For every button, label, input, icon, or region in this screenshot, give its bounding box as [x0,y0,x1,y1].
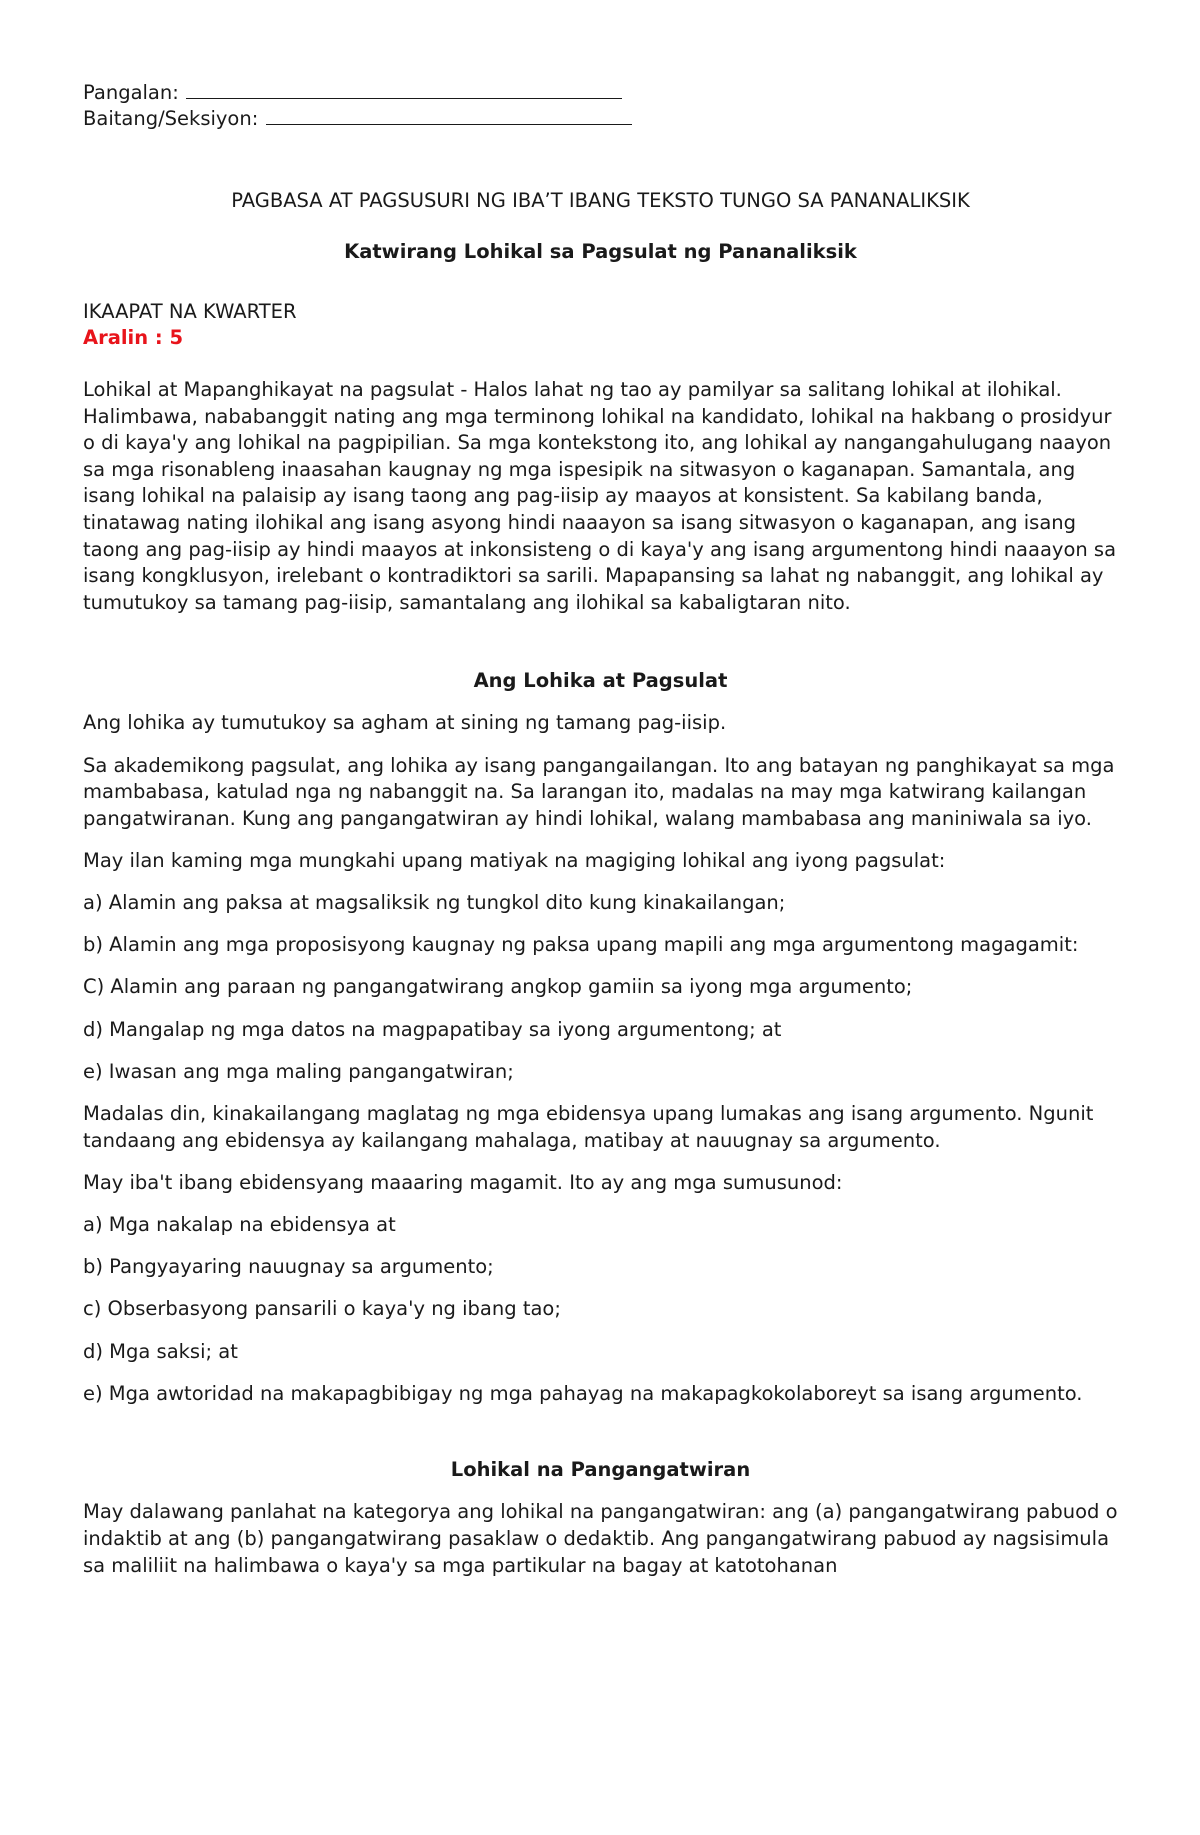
grade-section-blank-line[interactable] [266,107,632,125]
paragraph: Madalas din, kinakailangang maglatag ng mga ebidensya upang lumakas ang isang argumento. Ngunit tandaang ang ebidensya ay kailangang mahalaga, matibay at nauugnay sa argumento. [83,1102,1094,1152]
section-lohikal-na-pangangatwiran [83,1499,1118,1579]
list-item: b) Alamin ang mga proposisyong kaugnay ng paksa upang mapili ang mga argumentong magagamit: [83,933,1079,957]
document-page [83,80,1118,1595]
list-item: a) Alamin ang paksa at magsaliksik ng tungkol dito kung kinakailangan; [83,891,786,915]
name-label: Pangalan: [83,81,179,104]
list-item: d) Mangalap ng mga datos na magpapatibay sa iyong argumentong; at [83,1017,782,1041]
paragraph: Sa akademikong pagsulat, ang lohika ay isang pangangailangan. Ito ang batayan ng panghikayat sa mga mambabasa, katulad nga ng nabanggit na. Sa larangan ito, madalas na may mga katwirang kailangan pangatwiranan. Kung ang pangangatwiran ay hindi lohikal, walang mambabasa ang maniniwala sa iyo. [83,753,1115,830]
list-item: c) Obserbasyong pansarili o kaya'y ng ibang tao; [83,1297,561,1321]
document-title: PAGBASA AT PAGSUSURI NG IBA’T IBANG TEKSTO TUNGO SA PANANALIKSIK [231,189,970,212]
list-item: e) Iwasan ang mga maling pangangatwiran; [83,1059,514,1083]
quarter-label: IKAAPAT NA KWARTER [83,300,297,323]
paragraph: May ilan kaming mga mungkahi upang matiyak na magiging lohikal ang iyong pagsulat: [83,848,946,872]
name-field-row [83,80,1118,106]
section-lohika-at-pagsulat [83,710,1118,1407]
list-item: C) Alamin ang paraan ng pangangatwirang angkop gamiin sa iyong mga argumento; [83,975,913,999]
intro-paragraph: Lohikal at Mapanghikayat na pagsulat - Halos lahat ng tao ay pamilyar sa salitang lohikal at ilohikal. Halimbawa, nababanggit nating ang mga terminong lohikal na kandidato, lohikal na hakbang o prosidyur o di kaya'y ang lohikal na pagpipilian. Sa mga kontekstong ito, ang lohikal ay nangangahulugang naayon sa mga risonableng inaasahan kaugnay ng mga ispesipik na sitwasyon o kaganapan. Samantala, ang isang lohikal na palaisip ay isang taong ang pag-iisip ay maayos at konsistent. Sa kabilang banda, tinatawag nating ilohikal ang isang asyong hindi naaayon sa isang sitwasyon o kaganapan, ang isang taong ang pag-iisip ay hindi maayos at inkonsisteng o di kaya'y ang isang argumentong hindi naaayon sa isang kongklusyon, irelebant o kontradiktori sa sarili. Mapapansing sa lahat ng nabanggit, ang lohikal ay tumutukoy sa tamang pag-iisip, samantalang ang ilohikal sa kabaligtaran nito. [83,378,1117,614]
grade-section-label: Baitang/Seksiyon: [83,107,259,130]
paragraph: May iba't ibang ebidensyang maaaring magamit. Ito ay ang mga sumusunod: [83,1170,843,1194]
lesson-label: Aralin : 5 [83,326,184,349]
list-item: d) Mga saksi; at [83,1339,238,1363]
grade-section-field-row [83,106,1118,132]
section-heading-lohika-at-pagsulat: Ang Lohika at Pagsulat [473,669,728,693]
name-blank-line[interactable] [186,81,622,99]
list-item: b) Pangyayaring nauugnay sa argumento; [83,1255,494,1279]
document-subtitle: Katwirang Lohikal sa Pagsulat ng Pananaliksik [344,240,857,263]
section-heading-lohikal-na-pangangatwiran: Lohikal na Pangangatwiran [450,1458,751,1482]
paragraph: Ang lohika ay tumutukoy sa agham at sining ng tamang pag-iisip. [83,711,727,735]
paragraph: May dalawang panlahat na kategorya ang lohikal na pangangatwiran: ang (a) pangangatwirang pabuod o indaktib at ang (b) pangangatwirang pasaklaw o dedaktib. Ang pangangatwirang pabuod ay nagsisimula sa maliliit na halimbawa o kaya'y sa mga partikular na bagay at katotohanan [83,1500,1118,1577]
list-item: e) Mga awtoridad na makapagbibigay ng mga pahayag na makapagkokolaboreyt sa isang argumento. [83,1381,1083,1405]
list-item: a) Mga nakalap na ebidensya at [83,1213,396,1236]
